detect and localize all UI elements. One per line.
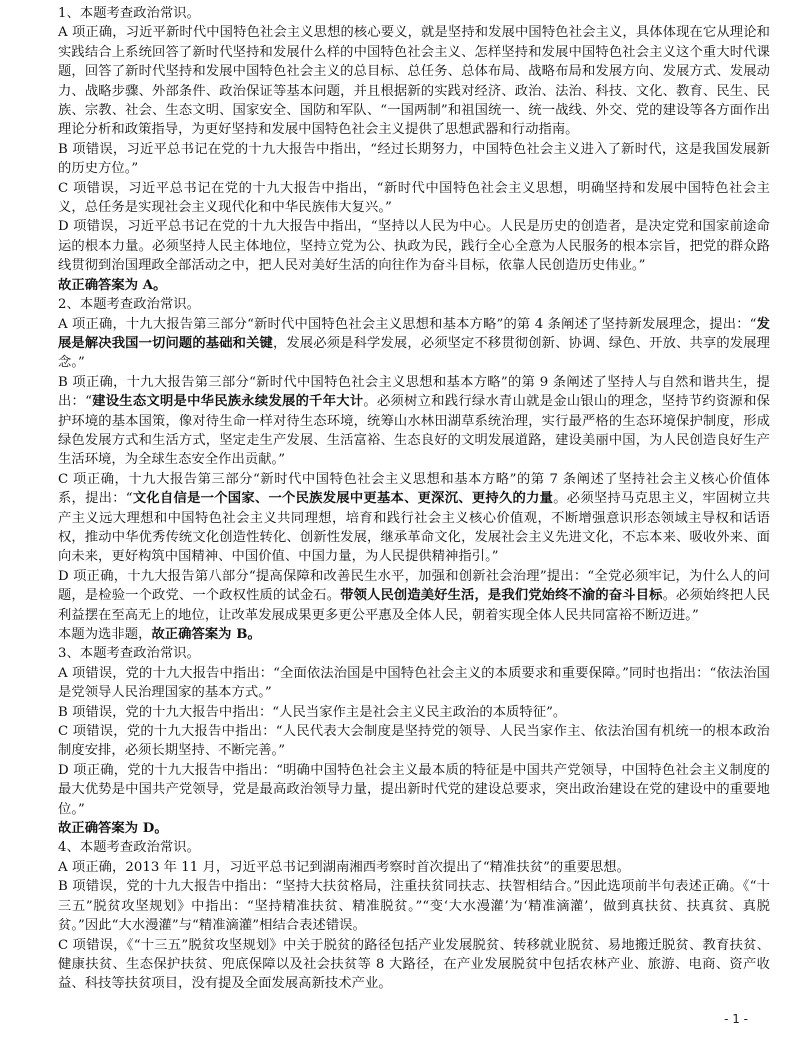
- option-paragraph: [58, 567, 770, 625]
- text-segment: B 项错误，习近平总书记在党的十九大报告中指出，“经过长期努力，中国特色社会主义进入了新时代，这是我国发展新的历史方位。”: [58, 141, 770, 177]
- question-heading: 3、本题考查政治常识。: [58, 646, 200, 662]
- question-heading: 4、本题考查政治常识。: [58, 840, 200, 856]
- document-body: [58, 4, 770, 994]
- emphasized-text: 文化自信是一个国家、一个民族发展中更基本、更深沉、更持久的力量: [132, 491, 554, 507]
- text-segment: C 项错误，党的十九大报告中指出：“人民代表大会制度是坚持党的领导、人民当家作主、依法治国有机统一的根本政治制度安排，必须长期坚持、不断完善。”: [58, 724, 770, 759]
- option-paragraph: [58, 179, 770, 218]
- option-paragraph: [58, 703, 770, 722]
- text-segment: D 项错误，习近平总书记在党的十九大报告中指出，“坚持以人民为中心。人民是历史的创造者，是决定党和国家前途命运的根本力量。必须坚持人民主体地位，坚持立党为公、执政为民，践行全心全意为人民服务的根本宗旨，把党的群众路线贯彻到治国理政全部活动之中，把人民对美好生活的向往作为奋斗目标，依靠人民创造历史伟业。”: [58, 219, 770, 274]
- option-paragraph: [58, 936, 770, 994]
- text-segment: B 项错误，党的十九大报告中指出：“坚持大扶贫格局，注重扶贫同扶志、扶智相结合。”因此选项前半句表述正确。《“十三五”脱贫攻坚规划》中指出：“坚持精准扶贫、精准脱贫。”“变‘大水漫灌’为‘精准滴灌’，做到真扶贫、扶真贫、真脱贫。”因此“大水漫灌”与“精准滴灌”相结合表述错误。: [58, 879, 770, 934]
- emphasized-text: 建设生态文明是中华民族永续发展的千年大计: [91, 394, 364, 410]
- page-number: - 1 -: [724, 1012, 748, 1026]
- option-paragraph: [58, 217, 770, 275]
- option-paragraph: [58, 664, 770, 703]
- question-heading: 2、本题考查政治常识。: [58, 297, 200, 313]
- answer-line: [58, 819, 770, 838]
- correct-answer: 故正确答案为 D。: [58, 821, 168, 837]
- option-paragraph: [58, 470, 770, 567]
- option-paragraph: [58, 23, 770, 139]
- text-segment: 。必须树立和践行绿水青山就是金山银山的理念，坚持节约资源和保护环境的基本国策，像对待生命一样对待生态环境，统筹山水林田湖草系统治理，实行最严格的生态环境保护制度，形成绿色发展方式和生活方式，坚定走生产发展、生活富裕、生态良好的文明发展道路，建设美丽中国，为人民创造良好生产生活环境，为全球生态安全作出贡献。”: [58, 394, 771, 468]
- text-segment: 。必须坚持马克思主义，牢固树立共产主义远大理想和中国特色社会主义共同理想，培育和践行社会主义核心价值观，不断增强意识形态领域主导权和话语权，推动中华优秀传统文化创造性转化、创新性发展，继承革命文化，发展社会主义先进文化，不忘本来、吸收外来、面向未来，更好构筑中国精神、中国价值、中国力量，为人民提供精神指引。”: [58, 491, 770, 565]
- option-paragraph: [58, 761, 770, 819]
- text-segment: A 项正确，十九大报告第三部分“新时代中国特色社会主义思想和基本方略”的第 4 条阐述了坚持新发展理念，提出：“: [58, 316, 757, 332]
- option-paragraph: [58, 722, 770, 761]
- text-segment: D 项正确，党的十九大报告中指出：“明确中国特色社会主义最本质的特征是中国共产党领导，中国特色社会主义制度的最大优势是中国共产党领导，党是最高政治领导力量，提出新时代党的建设总要求，突出政治建设在党的建设中的重要地位。”: [58, 762, 770, 817]
- text-segment: D 项正确，十九大报告第八部分“提高保障和改善民生水平，加强和创新社会治理”提出：“全党必须牢记，为什么人的问题，是检验一个政党、一个政权性质的试金石。: [58, 568, 770, 604]
- answer-line: [58, 276, 770, 295]
- text-segment: B 项正确，十九大报告第三部分“新时代中国特色社会主义思想和基本方略”的第 9 条阐述了坚持人与自然和谐共生，提出：“: [58, 374, 770, 410]
- option-paragraph: [58, 877, 770, 935]
- option-paragraph: [58, 373, 770, 470]
- option-paragraph: [58, 858, 770, 877]
- text-segment: C 项错误，《“十三五”脱贫攻坚规划》中关于脱贫的路径包括产业发展脱贫、转移就业脱贫、易地搬迁脱贫、教育扶贫、健康扶贫、生态保护扶贫、兜底保障以及社会扶贫等 8 大路径，在产业发展脱贫中包括农林产业、旅游、电商、资产收益、科技等扶贫项目，没有提及全面发展高新技术产业。: [58, 937, 770, 992]
- option-paragraph: [58, 315, 770, 373]
- emphasized-text: 带领人民创造美好生活，是我们党始终不渝的奋斗目标: [340, 588, 663, 604]
- text-segment: A 项正确，2013 年 11 月，习近平总书记到湖南湘西考察时首次提出了“精准扶贫”的重要思想。: [58, 859, 631, 875]
- correct-answer: 故正确答案为 A。: [58, 277, 167, 293]
- option-paragraph: [58, 140, 770, 179]
- text-segment: ，发展必须是科学发展，必须坚定不移贯彻创新、协调、绿色、开放、共享的发展理念。”: [58, 335, 770, 371]
- text-segment: C 项正确，十九大报告第三部分“新时代中国特色社会主义思想和基本方略”的第 7 条阐述了坚持社会主义核心价值体系，提出：“: [58, 471, 770, 507]
- text-segment: A 项正确，习近平新时代中国特色社会主义思想的核心要义，就是坚持和发展中国特色社会主义，具体体现在它从理论和实践结合上系统回答了新时代坚持和发展什么样的中国特色社会主义、怎样坚持和发展中国特色社会主义这个重大时代课题，回答了新时代坚持和发展中国特色社会主义的总目标、总任务、总体布局、战略布局和发展方向、发展方式、发展动力、战略步骤、外部条件、政治保证等基本问题，并且根据新的实践对经济、政治、法治、科技、文化、教育、民生、民族、宗教、社会、生态文明、国家安全、国防和军队、“一国两制”和祖国统一、统一战线、外交、党的建设等各方面作出理论分析和政策指导，为更好坚持和发展中国特色社会主义提供了思想武器和行动指南。: [58, 25, 770, 138]
- text-segment: C 项错误，习近平总书记在党的十九大报告中指出，“新时代中国特色社会主义思想，明确坚持和发展中国特色社会主义，总任务是实现社会主义现代化和中华民族伟大复兴。”: [58, 180, 770, 216]
- correct-answer: 故正确答案为 B。: [151, 627, 261, 642]
- text-segment: 。必须始终把人民利益摆在至高无上的地位，让改革发展成果更多更公平惠及全体人民，朝着实现全体人民共同富裕不断迈进。”: [58, 588, 770, 623]
- answer-note: 本题为选非题，: [58, 627, 152, 642]
- question-heading: 1、本题考查政治常识。: [58, 6, 200, 21]
- text-segment: A 项错误，党的十九大报告中指出：“全面依法治国是中国特色社会主义的本质要求和重要保障。”同时也指出：“依法治国是党领导人民治理国家的基本方式。”: [58, 665, 770, 701]
- emphasized-text: 发展是解决我国一切问题的基础和关键: [58, 316, 770, 351]
- text-segment: B 项错误，党的十九大报告中指出：“人民当家作主是社会主义民主政治的本质特征”。: [58, 704, 567, 720]
- answer-line: [58, 625, 770, 644]
